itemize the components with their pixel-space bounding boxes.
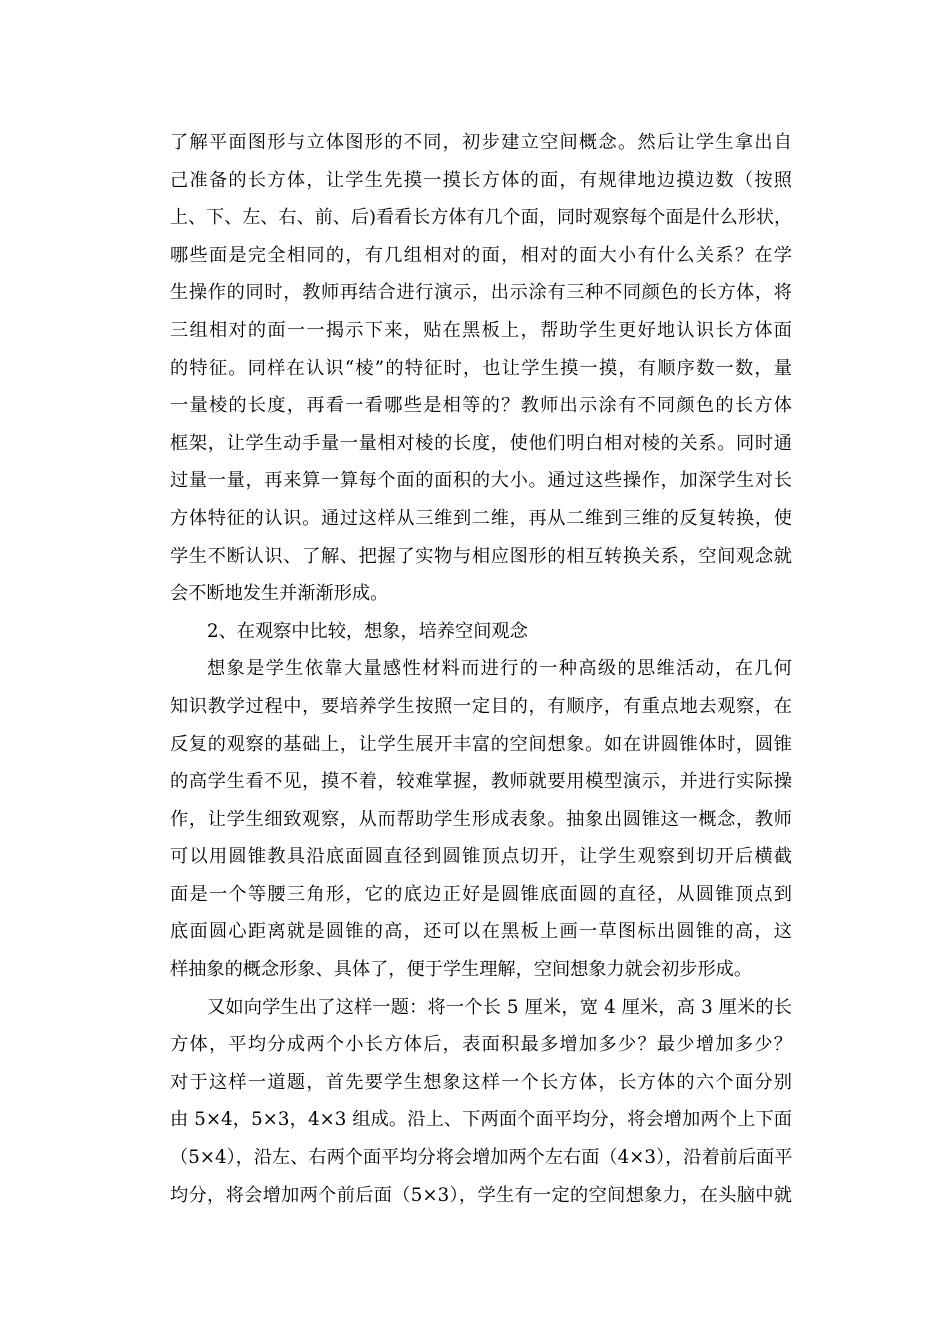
text-line: 哪些面是完全相同的，有几组相对的面，相对的面大小有什么关系？在学 <box>170 244 792 266</box>
text-line: 三组相对的面一一揭示下来，贴在黑板上，帮助学生更好地认识长方体面 <box>170 319 792 341</box>
text-line: 一量棱的长度，再看一看哪些是相等的？教师出示涂有不同颜色的长方体 <box>170 395 792 417</box>
section-heading: 2、在观察中比较，想象，培养空间观念 <box>207 620 528 642</box>
text-line: 方体，平均分成两个小长方体后，表面积最多增加多少？最少增加多少？ <box>170 1034 792 1056</box>
text-line: 反复的观察的基础上，让学生展开丰富的空间想象。如在讲圆锥体时，圆锥 <box>170 733 792 755</box>
text-line: 的特征。同样在认识“棱”的特征时，也让学生摸一摸，有顺序数一数，量 <box>170 357 792 379</box>
text-line: （5×4），沿左、右两个面平均分将会增加两个左右面（4×3），沿着前后面平 <box>170 1147 793 1169</box>
text-line: 生操作的同时，教师再结合进行演示，出示涂有三种不同颜色的长方体，将 <box>170 282 792 304</box>
text-line: 想象是学生依靠大量感性材料而进行的一种高级的思维活动，在几何 <box>207 658 792 680</box>
text-line: 底面圆心距离就是圆锥的高，还可以在黑板上画一草图标出圆锥的高，这 <box>170 921 792 943</box>
text-line: 会不断地发生并渐渐形成。 <box>170 583 389 605</box>
text-line: 了解平面图形与立体图形的不同，初步建立空间概念。然后让学生拿出自 <box>170 132 792 153</box>
text-line: 框架，让学生动手量一量相对棱的长度，使他们明白相对棱的关系。同时通 <box>170 432 792 454</box>
text-line: 面是一个等腰三角形，它的底边正好是圆锥底面圆的直径，从圆锥顶点到 <box>170 883 792 905</box>
text-line: 样抽象的概念形象、具体了，便于学生理解，空间想象力就会初步形成。 <box>170 959 753 981</box>
text-line: 的高学生看不见，摸不着，较难掌握，教师就要用模型演示，并进行实际操 <box>170 771 792 793</box>
text-line: 学生不断认识、了解、把握了实物与相应图形的相互转换关系，空间观念就 <box>170 545 792 567</box>
text-line: 知识教学过程中，要培养学生按照一定目的，有顺序，有重点地去观察，在 <box>170 695 792 717</box>
text-line: 由 5×4，5×3，4×3 组成。沿上、下两面个面平均分，将会增加两个上下面 <box>170 1109 792 1131</box>
text-line: 又如向学生出了这样一题：将一个长 5 厘米，宽 4 厘米，高 3 厘米的长 <box>207 996 792 1018</box>
text-line: 可以用圆锥教具沿底面圆直径到圆锥顶点切开，让学生观察到切开后横截 <box>170 846 792 868</box>
text-line: 均分，将会增加两个前后面（5×3），学生有一定的空间想象力，在头脑中就 <box>170 1184 792 1206</box>
text-line: 作，让学生细致观察，从而帮助学生形成表象。抽象出圆锥这一概念，教师 <box>170 808 792 830</box>
text-line: 过量一量，再来算一算每个面的面积的大小。通过这些操作，加深学生对长 <box>170 470 792 492</box>
text-line: 己准备的长方体，让学生先摸一摸长方体的面，有规律地边摸边数（按照 <box>170 169 792 191</box>
text-line: 上、下、左、右、前、后)看看长方体有几个面，同时观察每个面是什么形状， <box>170 207 792 229</box>
text-line: 对于这样一道题，首先要学生想象这样一个长方体，长方体的六个面分别 <box>170 1071 792 1093</box>
text-line: 方体特征的认识。通过这样从三维到二维，再从二维到三维的反复转换，使 <box>170 507 792 529</box>
body-text <box>170 124 792 1214</box>
